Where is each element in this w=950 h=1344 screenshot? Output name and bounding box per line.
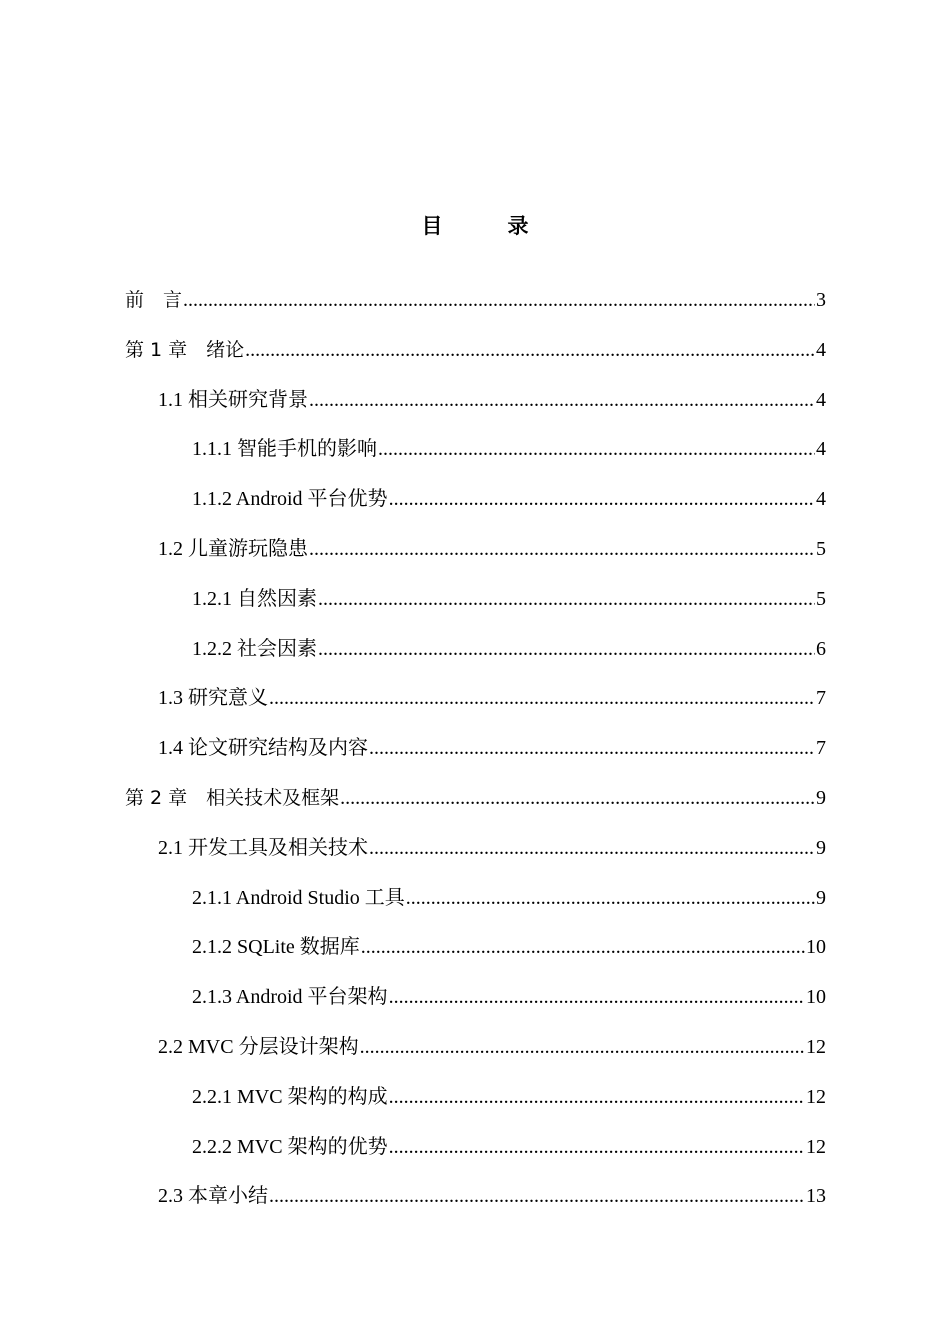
toc-entry[interactable] (125, 733, 826, 783)
toc-dot-leader (318, 634, 815, 664)
toc-page-number: 9 (816, 836, 826, 859)
toc-page-number: 12 (806, 1135, 826, 1158)
toc-page-number: 4 (816, 488, 826, 511)
toc-entry-label: 2.3 本章小结 (158, 1185, 268, 1208)
toc-entry-label: 2.1.3 Android 平台架构 (192, 986, 388, 1009)
toc-entry-label: 1.1.2 Android 平台优势 (192, 488, 388, 511)
toc-entry[interactable] (125, 385, 826, 435)
toc-entry[interactable] (125, 833, 826, 883)
toc-page-number: 9 (816, 886, 826, 909)
toc-entry[interactable] (125, 1181, 826, 1231)
toc-entry[interactable] (125, 1132, 826, 1182)
toc-dot-leader (389, 1082, 805, 1112)
toc-page-number: 7 (816, 687, 826, 710)
toc-page-number: 12 (806, 1085, 826, 1108)
toc-entry[interactable] (125, 1032, 826, 1082)
toc-dot-leader (183, 285, 815, 315)
toc-dot-leader (245, 335, 815, 365)
toc-dot-leader (369, 833, 815, 863)
toc-page-number: 5 (816, 587, 826, 610)
toc-entry[interactable] (125, 982, 826, 1032)
toc-entry-label: 第 2 章 相关技术及框架 (125, 786, 340, 809)
toc-entry-label: 1.4 论文研究结构及内容 (158, 737, 368, 760)
toc-entry[interactable] (125, 434, 826, 484)
toc-page-number: 5 (816, 537, 826, 560)
toc-page-number: 13 (806, 1185, 826, 1208)
toc-dot-leader (389, 982, 805, 1012)
toc-dot-leader (406, 883, 815, 913)
toc-entry[interactable] (125, 335, 826, 385)
toc-entry-label: 2.1 开发工具及相关技术 (158, 836, 368, 859)
toc-entry-label: 2.2.2 MVC 架构的优势 (192, 1135, 388, 1158)
toc-entry-label: 1.2 儿童游玩隐患 (158, 537, 308, 560)
toc-entry-label: 第 1 章 绪论 (125, 338, 245, 361)
toc-entry-label: 2.2.1 MVC 架构的构成 (192, 1085, 388, 1108)
toc-entry-label: 1.1.1 智能手机的影响 (192, 438, 377, 461)
table-of-contents (125, 285, 826, 1231)
toc-dot-leader (369, 733, 815, 763)
toc-page-number: 4 (816, 388, 826, 411)
toc-page-number: 12 (806, 1035, 826, 1058)
toc-dot-leader (269, 683, 815, 713)
toc-page-number: 6 (816, 637, 826, 660)
toc-entry-label: 1.2.2 社会因素 (192, 637, 317, 660)
toc-entry-label: 2.1.2 SQLite 数据库 (192, 936, 360, 959)
toc-dot-leader (360, 1032, 805, 1062)
toc-entry[interactable] (125, 783, 826, 833)
toc-entry-label: 前 言 (125, 289, 183, 311)
toc-dot-leader (269, 1181, 805, 1211)
toc-entry-label: 1.1 相关研究背景 (158, 388, 308, 411)
toc-dot-leader (309, 385, 815, 415)
toc-entry[interactable] (125, 883, 826, 933)
toc-page-number: 9 (816, 786, 826, 809)
toc-page-number: 4 (816, 438, 826, 461)
toc-entry[interactable] (125, 1082, 826, 1132)
toc-page-number: 3 (816, 289, 826, 311)
toc-page-number: 10 (806, 986, 826, 1009)
toc-page-number: 10 (806, 936, 826, 959)
toc-dot-leader (318, 584, 815, 614)
toc-entry-label: 1.2.1 自然因素 (192, 587, 317, 610)
toc-entry[interactable] (125, 534, 826, 584)
toc-entry[interactable] (125, 584, 826, 634)
toc-entry-label: 2.1.1 Android Studio 工具 (192, 886, 405, 909)
toc-dot-leader (340, 783, 815, 813)
toc-dot-leader (378, 434, 815, 464)
toc-entry[interactable] (125, 932, 826, 982)
toc-dot-leader (361, 932, 805, 962)
toc-dot-leader (389, 1132, 805, 1162)
toc-entry[interactable] (125, 683, 826, 733)
toc-entry-label: 1.3 研究意义 (158, 687, 268, 710)
toc-dot-leader (389, 484, 815, 514)
toc-title: 目 录 (421, 214, 551, 238)
toc-entry[interactable] (125, 484, 826, 534)
toc-dot-leader (309, 534, 815, 564)
toc-page-number: 7 (816, 737, 826, 760)
toc-entry-label: 2.2 MVC 分层设计架构 (158, 1035, 359, 1058)
toc-entry[interactable] (125, 285, 826, 335)
toc-entry[interactable] (125, 634, 826, 684)
toc-page-number: 4 (816, 338, 826, 361)
